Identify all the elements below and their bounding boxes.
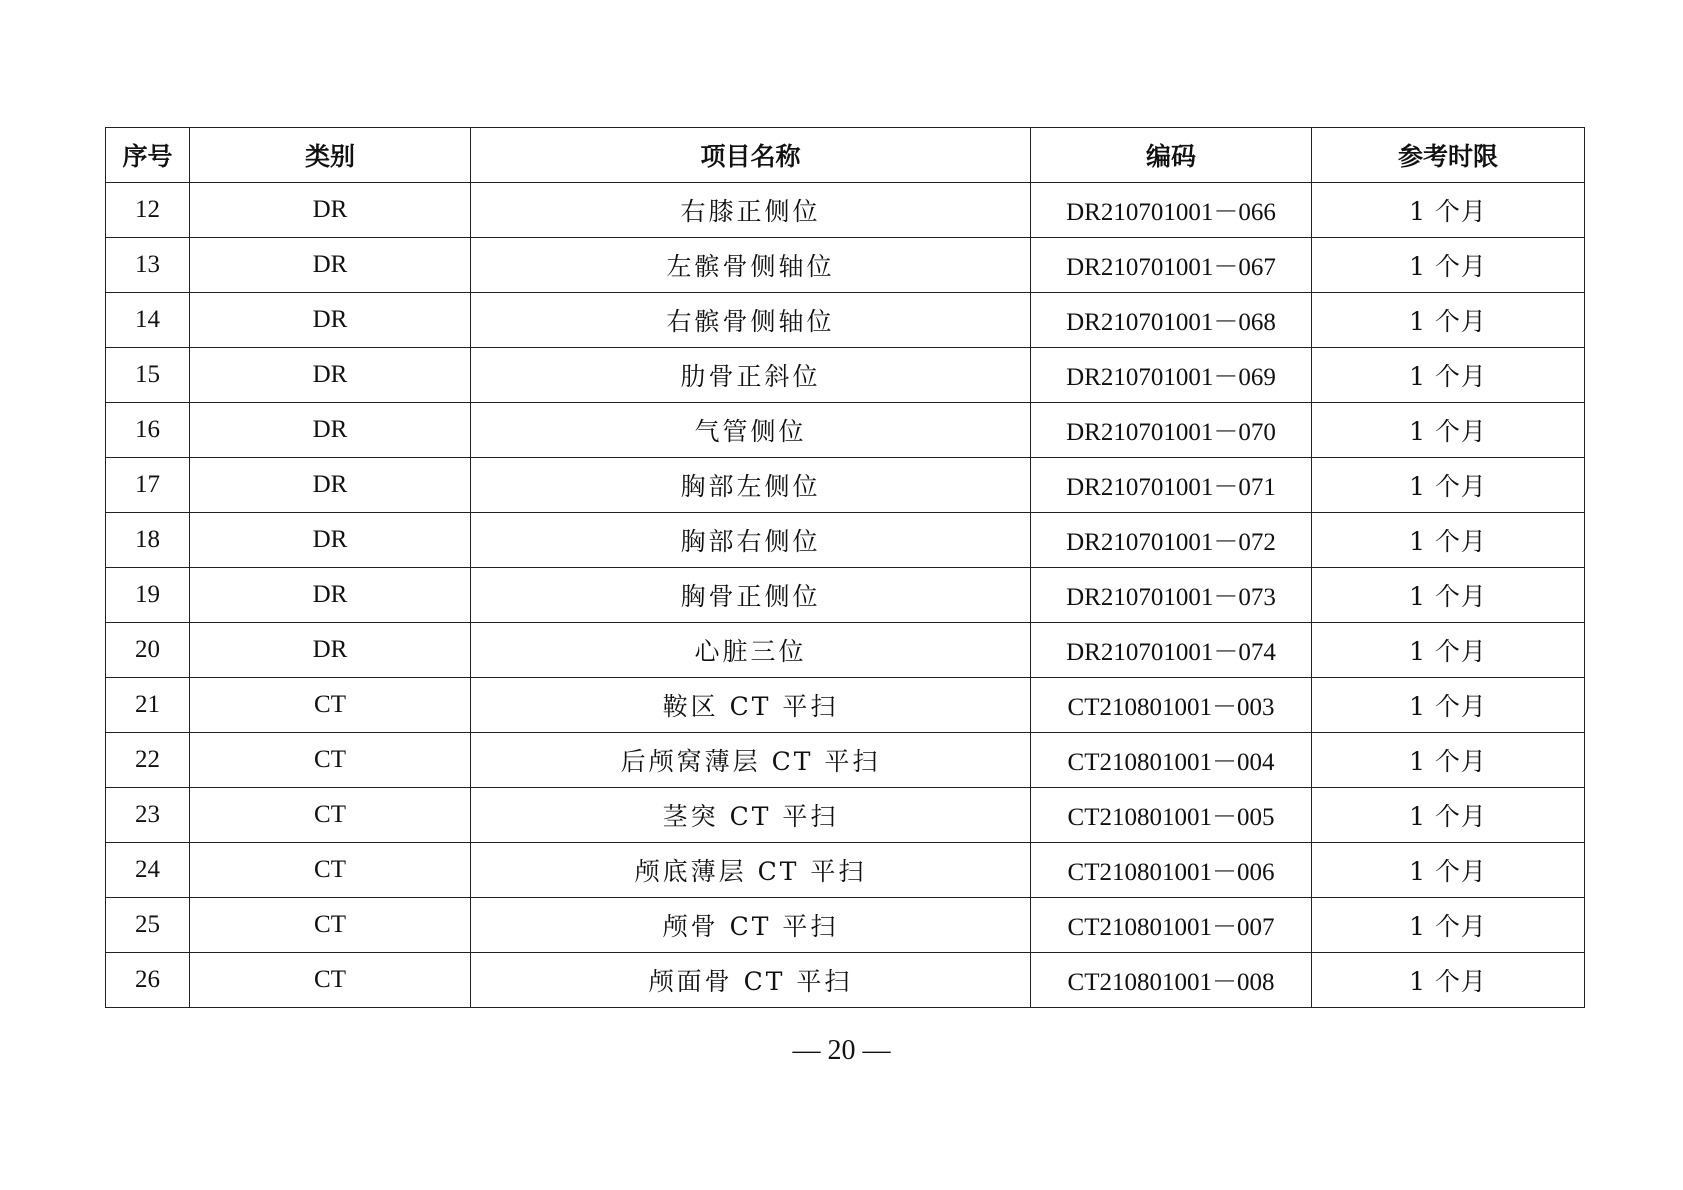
- cell-time-limit: 1 个月: [1312, 733, 1585, 788]
- table-row: [106, 568, 1585, 623]
- header-code: 编码: [1031, 128, 1312, 183]
- cell-code: DR210701001－071: [1031, 458, 1312, 513]
- cell-category: CT: [190, 678, 471, 733]
- table-row: [106, 788, 1585, 843]
- cell-time-limit: 1 个月: [1312, 623, 1585, 678]
- cell-item-name: 右髌骨侧轴位: [471, 293, 1031, 348]
- cell-code: DR210701001－073: [1031, 568, 1312, 623]
- cell-category: CT: [190, 843, 471, 898]
- cell-serial-number: 23: [106, 788, 190, 843]
- cell-time-limit: 1 个月: [1312, 403, 1585, 458]
- cell-time-limit: 1 个月: [1312, 788, 1585, 843]
- cell-serial-number: 12: [106, 183, 190, 238]
- cell-serial-number: 17: [106, 458, 190, 513]
- cell-item-name: 右膝正侧位: [471, 183, 1031, 238]
- cell-serial-number: 25: [106, 898, 190, 953]
- cell-code: DR210701001－068: [1031, 293, 1312, 348]
- cell-code: CT210801001－005: [1031, 788, 1312, 843]
- cell-item-name: 胸部左侧位: [471, 458, 1031, 513]
- cell-category: DR: [190, 458, 471, 513]
- cell-serial-number: 14: [106, 293, 190, 348]
- cell-time-limit: 1 个月: [1312, 293, 1585, 348]
- page-number: — 20 —: [792, 1035, 891, 1066]
- cell-category: DR: [190, 568, 471, 623]
- cell-code: CT210801001－008: [1031, 953, 1312, 1008]
- cell-code: DR210701001－069: [1031, 348, 1312, 403]
- cell-category: DR: [190, 293, 471, 348]
- cell-item-name: 颅骨 CT 平扫: [471, 898, 1031, 953]
- cell-code: CT210801001－006: [1031, 843, 1312, 898]
- cell-category: CT: [190, 788, 471, 843]
- cell-category: DR: [190, 623, 471, 678]
- cell-category: DR: [190, 348, 471, 403]
- table-row: [106, 183, 1585, 238]
- cell-code: CT210801001－004: [1031, 733, 1312, 788]
- cell-code: DR210701001－066: [1031, 183, 1312, 238]
- cell-code: DR210701001－067: [1031, 238, 1312, 293]
- table-row: [106, 458, 1585, 513]
- table-row: [106, 953, 1585, 1008]
- cell-serial-number: 20: [106, 623, 190, 678]
- cell-code: DR210701001－072: [1031, 513, 1312, 568]
- cell-time-limit: 1 个月: [1312, 183, 1585, 238]
- cell-time-limit: 1 个月: [1312, 238, 1585, 293]
- cell-serial-number: 15: [106, 348, 190, 403]
- table-row: [106, 293, 1585, 348]
- table-row: [106, 623, 1585, 678]
- cell-serial-number: 22: [106, 733, 190, 788]
- cell-item-name: 颅面骨 CT 平扫: [471, 953, 1031, 1008]
- cell-category: CT: [190, 898, 471, 953]
- cell-item-name: 心脏三位: [471, 623, 1031, 678]
- cell-time-limit: 1 个月: [1312, 458, 1585, 513]
- cell-category: CT: [190, 953, 471, 1008]
- cell-time-limit: 1 个月: [1312, 513, 1585, 568]
- cell-time-limit: 1 个月: [1312, 953, 1585, 1008]
- table-row: [106, 348, 1585, 403]
- cell-serial-number: 16: [106, 403, 190, 458]
- cell-code: CT210801001－007: [1031, 898, 1312, 953]
- cell-category: CT: [190, 733, 471, 788]
- cell-serial-number: 19: [106, 568, 190, 623]
- cell-serial-number: 26: [106, 953, 190, 1008]
- cell-item-name: 左髌骨侧轴位: [471, 238, 1031, 293]
- cell-item-name: 胸部右侧位: [471, 513, 1031, 568]
- cell-time-limit: 1 个月: [1312, 898, 1585, 953]
- cell-category: DR: [190, 403, 471, 458]
- cell-code: CT210801001－003: [1031, 678, 1312, 733]
- cell-serial-number: 13: [106, 238, 190, 293]
- cell-serial-number: 18: [106, 513, 190, 568]
- table-row: [106, 733, 1585, 788]
- cell-code: DR210701001－070: [1031, 403, 1312, 458]
- cell-item-name: 胸骨正侧位: [471, 568, 1031, 623]
- cell-category: DR: [190, 513, 471, 568]
- table-row: [106, 513, 1585, 568]
- cell-serial-number: 24: [106, 843, 190, 898]
- table-row: [106, 898, 1585, 953]
- table-body: [106, 183, 1585, 1008]
- cell-time-limit: 1 个月: [1312, 348, 1585, 403]
- table-row: [106, 238, 1585, 293]
- cell-code: DR210701001－074: [1031, 623, 1312, 678]
- cell-time-limit: 1 个月: [1312, 678, 1585, 733]
- cell-serial-number: 21: [106, 678, 190, 733]
- header-serial-number: 序号: [106, 128, 190, 183]
- table-row: [106, 678, 1585, 733]
- header-category: 类别: [190, 128, 471, 183]
- cell-time-limit: 1 个月: [1312, 843, 1585, 898]
- cell-category: DR: [190, 183, 471, 238]
- cell-item-name: 后颅窝薄层 CT 平扫: [471, 733, 1031, 788]
- header-time-limit: 参考时限: [1312, 128, 1585, 183]
- cell-item-name: 气管侧位: [471, 403, 1031, 458]
- table-header-row: [106, 128, 1585, 183]
- table-row: [106, 403, 1585, 458]
- cell-item-name: 肋骨正斜位: [471, 348, 1031, 403]
- cell-item-name: 颅底薄层 CT 平扫: [471, 843, 1031, 898]
- header-item-name: 项目名称: [471, 128, 1031, 183]
- cell-item-name: 茎突 CT 平扫: [471, 788, 1031, 843]
- table-row: [106, 843, 1585, 898]
- cell-time-limit: 1 个月: [1312, 568, 1585, 623]
- cell-item-name: 鞍区 CT 平扫: [471, 678, 1031, 733]
- cell-category: DR: [190, 238, 471, 293]
- items-table: [105, 127, 1585, 1008]
